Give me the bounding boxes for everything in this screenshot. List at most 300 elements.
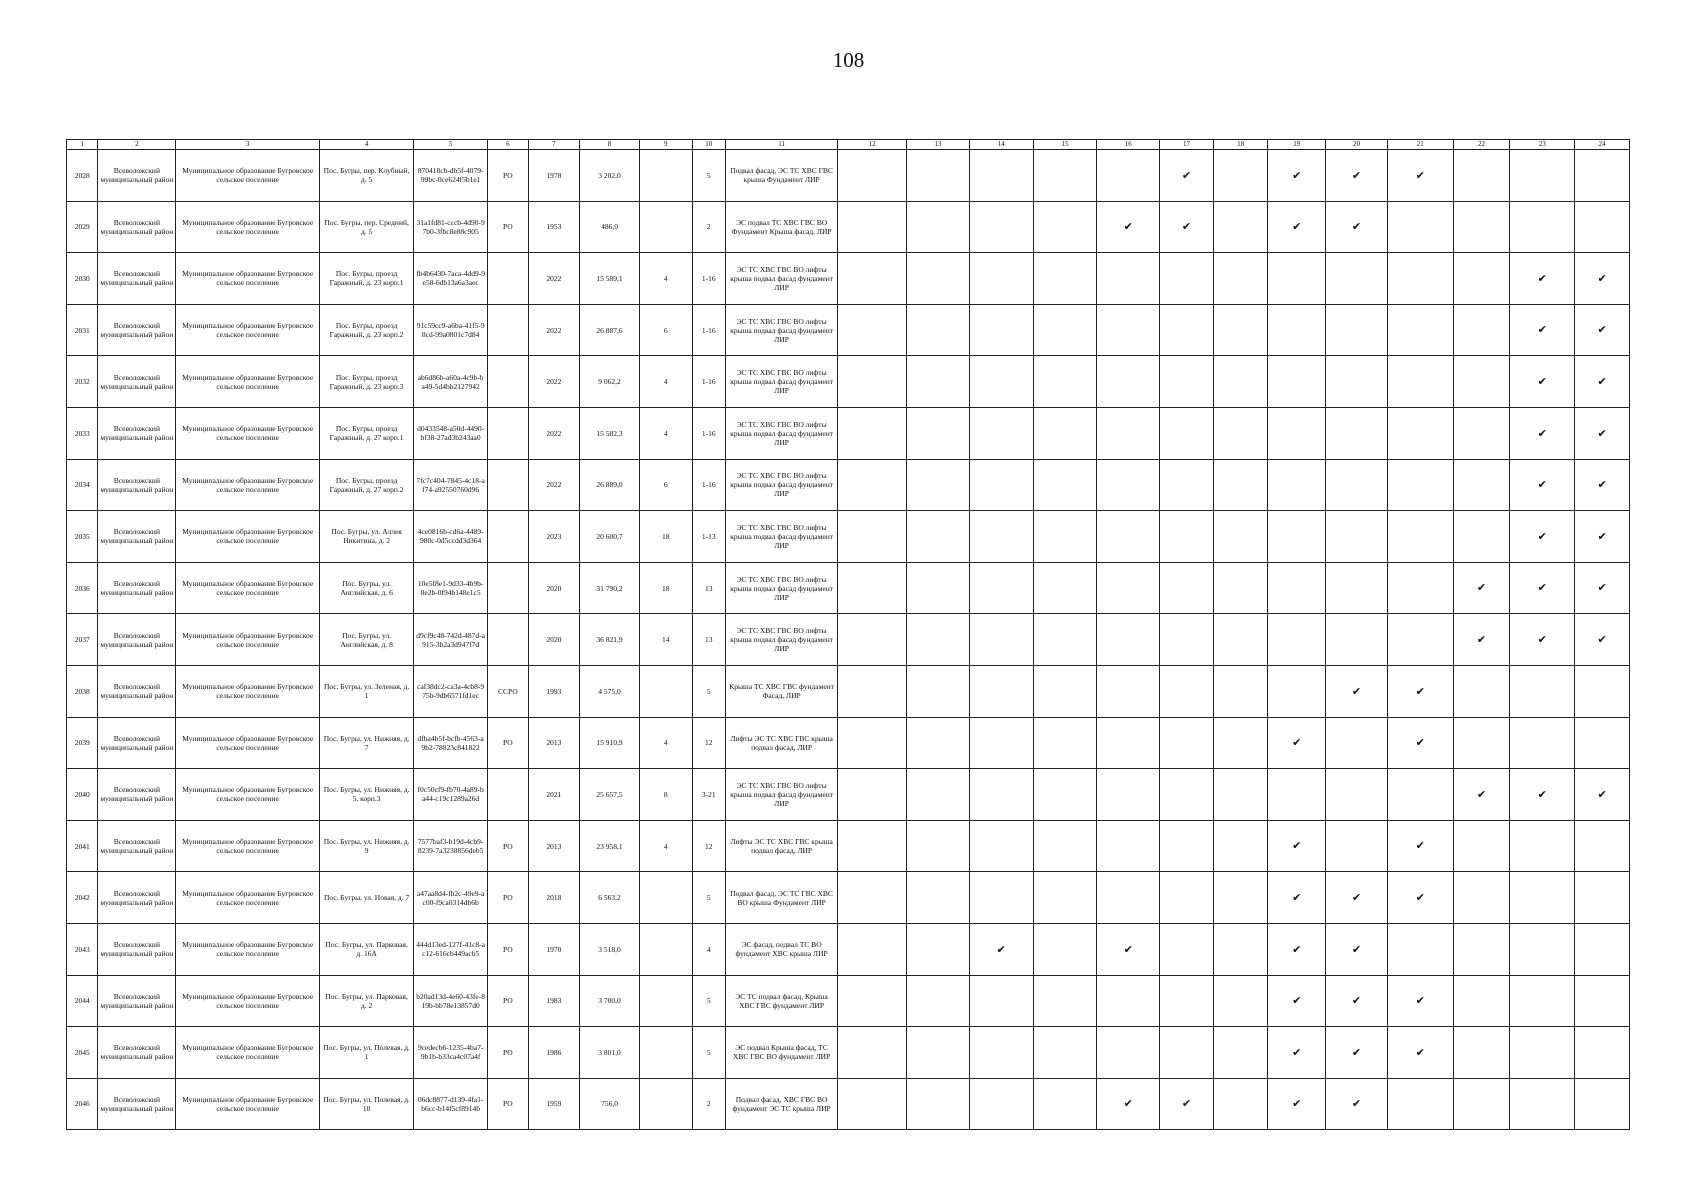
municipality-cell: Муниципальное образование Бугровское сельское поселение [176,407,320,459]
work-column-17-cell [1160,1078,1214,1130]
address-cell: Пос. Бугры, ул. Английская, д. 6 [320,562,414,614]
area-cell: 6 563,2 [580,872,640,924]
works-cell: ЭС ТС ХВС ГВС ВО лифты крыша подвал фасад фундамент ЛИР [725,769,837,821]
year-cell: 1993 [528,665,580,717]
work-column-14-cell [969,511,1033,563]
work-column-22-cell [1453,975,1510,1027]
work-column-14-cell [969,717,1033,769]
check-mark-icon: ✔ [1415,839,1425,853]
column-number: 22 [1453,140,1510,150]
work-column-23-cell [1510,820,1575,872]
work-column-22-cell [1453,923,1510,975]
work-column-18-cell [1213,614,1268,666]
municipality-cell: Муниципальное образование Бугровское сельское поселение [176,511,320,563]
work-column-23-cell [1510,975,1575,1027]
floors-cell: 13 [692,562,725,614]
work-column-18-cell [1213,407,1268,459]
work-column-17-cell [1160,614,1214,666]
work-column-17-cell [1160,253,1214,305]
year-cell: 1970 [528,923,580,975]
house-id-cell: d0433548-a50d-4490-bf38-27ad3b243aa0 [414,407,488,459]
table-row [67,820,1630,872]
work-column-16-cell [1097,1027,1160,1079]
work-column-19-cell [1268,820,1326,872]
check-mark-icon: ✔ [1597,787,1607,801]
check-mark-icon: ✔ [1415,1045,1425,1059]
work-column-15-cell [1033,253,1097,305]
work-column-24-cell [1575,665,1630,717]
work-column-20-cell [1326,717,1388,769]
management-cell: РО [488,872,528,924]
work-column-22-cell [1453,407,1510,459]
work-column-22-cell [1453,614,1510,666]
work-column-20-cell [1326,253,1388,305]
table-row [67,253,1630,305]
column-number: 8 [580,140,640,150]
work-column-17-cell [1160,511,1214,563]
column-number: 1 [67,140,98,150]
district-cell: Всеволожский муниципальный район [98,150,176,202]
work-column-23-cell [1510,459,1575,511]
check-mark-icon: ✔ [1537,581,1547,595]
check-mark-icon: ✔ [1537,478,1547,492]
address-cell: Пос. Бугры, проезд Гаражный, д. 27 корп.1 [320,407,414,459]
work-column-12-cell [838,356,907,408]
year-cell: 2020 [528,562,580,614]
work-column-14-cell [969,820,1033,872]
work-column-12-cell [838,562,907,614]
check-mark-icon: ✔ [1597,529,1607,543]
floors-cell: 2 [692,1078,725,1130]
area-cell: 36 821,9 [580,614,640,666]
column-9-cell: 6 [639,459,692,511]
work-column-16-cell [1097,665,1160,717]
work-column-15-cell [1033,1027,1097,1079]
works-cell: Лифты ЭС ТС ХВС ГВС крыша подвал фасад, ЛИР [725,717,837,769]
municipality-cell: Муниципальное образование Бугровское сельское поселение [176,150,320,202]
work-column-17-cell [1160,459,1214,511]
work-column-15-cell [1033,923,1097,975]
column-9-cell: 4 [639,820,692,872]
column-9-cell [639,665,692,717]
work-column-15-cell [1033,872,1097,924]
work-column-19-cell [1268,614,1326,666]
year-cell: 2022 [528,356,580,408]
management-cell: РО [488,1027,528,1079]
municipality-cell: Муниципальное образование Бугровское сельское поселение [176,614,320,666]
municipality-cell: Муниципальное образование Бугровское сельское поселение [176,1078,320,1130]
work-column-13-cell [907,356,970,408]
work-column-20-cell [1326,407,1388,459]
check-mark-icon: ✔ [1415,684,1425,698]
address-cell: Пос. Бугры, ул. Нижняя, д. 5, корп.3 [320,769,414,821]
address-cell: Пос. Бугры, ул. Новая, д. 7 [320,872,414,924]
work-column-15-cell [1033,562,1097,614]
address-cell: Пос. Бугры, проезд Гаражный, д. 23 корп.2 [320,304,414,356]
work-column-12-cell [838,150,907,202]
row-number-cell: 2041 [67,820,98,872]
table-row [67,975,1630,1027]
check-mark-icon: ✔ [1415,994,1425,1008]
work-column-19-cell [1268,872,1326,924]
column-9-cell: 18 [639,562,692,614]
work-column-17-cell [1160,304,1214,356]
work-column-22-cell [1453,356,1510,408]
work-column-17-cell [1160,820,1214,872]
address-cell: Пос. Бугры, ул. Полевая, д. 1 [320,1027,414,1079]
work-column-18-cell [1213,769,1268,821]
work-column-24-cell [1575,975,1630,1027]
management-cell: РО [488,923,528,975]
work-column-21-cell [1387,459,1453,511]
column-9-cell [639,872,692,924]
table-row [67,665,1630,717]
municipality-cell: Муниципальное образование Бугровское сельское поселение [176,356,320,408]
year-cell: 2021 [528,769,580,821]
column-number: 7 [528,140,580,150]
check-mark-icon: ✔ [1181,220,1192,234]
column-number: 24 [1575,140,1630,150]
work-column-21-cell [1387,769,1453,821]
column-number: 13 [907,140,970,150]
works-cell: Крыша ТС ХВС ГВС фундамент Фасад, ЛИР [725,665,837,717]
work-column-12-cell [838,459,907,511]
row-number-cell: 2042 [67,872,98,924]
work-column-13-cell [907,253,970,305]
work-column-20-cell [1326,614,1388,666]
work-column-24-cell [1575,511,1630,563]
table-row [67,872,1630,924]
work-column-19-cell [1268,407,1326,459]
work-column-24-cell [1575,562,1630,614]
work-column-19-cell [1268,459,1326,511]
column-number: 17 [1160,140,1214,150]
management-cell [488,769,528,821]
check-mark-icon: ✔ [1415,168,1425,182]
works-cell: ЭС ТС ХВС ГВС ВО лифты крыша подвал фасад фундамент ЛИР [725,304,837,356]
row-number-cell: 2037 [67,614,98,666]
check-mark-icon: ✔ [1537,375,1547,389]
house-id-cell: f0c50cf9-fb70-4a89-ba44-c19c1289a26d [414,769,488,821]
address-cell: Пос. Бугры, проезд Гаражный, д. 27 корп.2 [320,459,414,511]
work-column-16-cell [1097,820,1160,872]
work-column-13-cell [907,665,970,717]
district-cell: Всеволожский муниципальный район [98,923,176,975]
work-column-23-cell [1510,665,1575,717]
work-column-19-cell [1268,717,1326,769]
table-row [67,150,1630,202]
work-column-12-cell [838,923,907,975]
table-row [67,562,1630,614]
work-column-15-cell [1033,820,1097,872]
work-column-20-cell [1326,304,1388,356]
check-mark-icon: ✔ [1123,1097,1133,1111]
area-cell: 15 582,3 [580,407,640,459]
municipality-cell: Муниципальное образование Бугровское сельское поселение [176,665,320,717]
work-column-24-cell [1575,923,1630,975]
column-number: 6 [488,140,528,150]
work-column-20-cell [1326,1078,1388,1130]
floors-cell: 5 [692,975,725,1027]
work-column-17-cell [1160,769,1214,821]
work-column-16-cell [1097,1078,1160,1130]
column-number: 4 [320,140,414,150]
works-cell: ЭС ТС ХВС ГВС ВО лифты крыша подвал фасад фундамент ЛИР [725,407,837,459]
work-column-23-cell [1510,1078,1575,1130]
work-column-17-cell [1160,407,1214,459]
work-column-16-cell [1097,614,1160,666]
column-number: 23 [1510,140,1575,150]
year-cell: 1986 [528,1027,580,1079]
work-column-21-cell [1387,562,1453,614]
floors-cell: 5 [692,665,725,717]
column-number: 2 [98,140,176,150]
work-column-16-cell [1097,872,1160,924]
work-column-15-cell [1033,459,1097,511]
year-cell: 2022 [528,407,580,459]
management-cell [488,511,528,563]
work-column-24-cell [1575,150,1630,202]
management-cell: РО [488,717,528,769]
district-cell: Всеволожский муниципальный район [98,407,176,459]
column-9-cell [639,1078,692,1130]
work-column-23-cell [1510,304,1575,356]
work-column-13-cell [907,717,970,769]
work-column-15-cell [1033,356,1097,408]
work-column-24-cell [1575,769,1630,821]
year-cell: 2022 [528,459,580,511]
work-column-16-cell [1097,717,1160,769]
row-number-cell: 2032 [67,356,98,408]
table-row [67,614,1630,666]
row-number-cell: 2044 [67,975,98,1027]
row-number-cell: 2045 [67,1027,98,1079]
house-id-cell: caf38dc2-ca3a-4cb8-975b-9db6571fd1ec [414,665,488,717]
district-cell: Всеволожский муниципальный район [98,665,176,717]
work-column-18-cell [1213,1078,1268,1130]
work-column-22-cell [1453,304,1510,356]
column-9-cell: 4 [639,717,692,769]
check-mark-icon: ✔ [1537,633,1547,647]
work-column-24-cell [1575,872,1630,924]
work-column-20-cell [1326,820,1388,872]
table-row [67,201,1630,253]
area-cell: 31 790,2 [580,562,640,614]
work-column-16-cell [1097,304,1160,356]
check-mark-icon: ✔ [1292,839,1302,853]
work-column-22-cell [1453,459,1510,511]
work-column-15-cell [1033,407,1097,459]
work-column-21-cell [1387,253,1453,305]
work-column-13-cell [907,614,970,666]
check-mark-icon: ✔ [1351,942,1362,956]
work-column-15-cell [1033,769,1097,821]
work-column-14-cell [969,769,1033,821]
table-row [67,304,1630,356]
check-mark-icon: ✔ [1537,323,1547,337]
floors-cell: 1-16 [692,356,725,408]
work-column-14-cell [969,150,1033,202]
management-cell [488,356,528,408]
floors-cell: 13 [692,614,725,666]
work-column-12-cell [838,872,907,924]
management-cell: РО [488,1078,528,1130]
address-cell: Пос. Бугры, ул. Английская, д. 8 [320,614,414,666]
work-column-13-cell [907,201,970,253]
work-column-13-cell [907,562,970,614]
work-column-20-cell [1326,1027,1388,1079]
check-mark-icon: ✔ [996,942,1006,956]
check-mark-icon: ✔ [1351,168,1362,182]
work-column-12-cell [838,511,907,563]
works-cell: ЭС ТС ХВС ГВС ВО лифты крыша подвал фасад фундамент ЛИР [725,614,837,666]
year-cell: 1978 [528,150,580,202]
column-number: 10 [692,140,725,150]
work-column-19-cell [1268,665,1326,717]
column-number: 19 [1268,140,1326,150]
floors-cell: 5 [692,150,725,202]
column-9-cell: 4 [639,253,692,305]
check-mark-icon: ✔ [1351,891,1362,905]
work-column-23-cell [1510,1027,1575,1079]
work-column-18-cell [1213,665,1268,717]
work-column-20-cell [1326,872,1388,924]
works-cell: ЭС ТС подвал фасад, Крыша ХВС ГВС фундамент ЛИР [725,975,837,1027]
works-cell: Подвал фасад, ЭС ТС ГВС ХВС ВО крыша Фундамент ЛИР [725,872,837,924]
work-column-23-cell [1510,717,1575,769]
work-column-19-cell [1268,975,1326,1027]
work-column-18-cell [1213,356,1268,408]
area-cell: 15 589,1 [580,253,640,305]
column-9-cell: 18 [639,511,692,563]
floors-cell: 3-21 [692,769,725,821]
column-9-cell [639,201,692,253]
district-cell: Всеволожский муниципальный район [98,201,176,253]
work-column-22-cell [1453,253,1510,305]
house-id-cell: 444d13ed-127f-41c8-ac12-616cb449acb5 [414,923,488,975]
table-row [67,717,1630,769]
work-column-12-cell [838,820,907,872]
work-column-24-cell [1575,717,1630,769]
works-cell: ЭС подвал Крыша фасад, ТС ХВС ГВС ВО фундамент ЛИР [725,1027,837,1079]
column-number: 11 [725,140,837,150]
address-cell: Пос. Бугры, ул. Парковая, д. 16А [320,923,414,975]
area-cell: 3 202,0 [580,150,640,202]
area-cell: 3 518,0 [580,923,640,975]
work-column-21-cell [1387,304,1453,356]
work-column-13-cell [907,459,970,511]
work-column-20-cell [1326,562,1388,614]
work-column-13-cell [907,769,970,821]
work-column-17-cell [1160,923,1214,975]
check-mark-icon: ✔ [1292,220,1302,234]
work-column-13-cell [907,923,970,975]
work-column-20-cell [1326,150,1388,202]
area-cell: 9 062,2 [580,356,640,408]
work-column-12-cell [838,1027,907,1079]
house-id-cell: b20ad13d-4e60-43fe-819b-bb78e13857d0 [414,975,488,1027]
column-number-row [67,140,1630,150]
district-cell: Всеволожский муниципальный район [98,769,176,821]
year-cell: 2018 [528,872,580,924]
floors-cell: 12 [692,820,725,872]
check-mark-icon: ✔ [1351,684,1362,698]
house-id-cell: 10e5f8e1-9d33-4b9b-8e2b-0f94b148e1c5 [414,562,488,614]
work-column-14-cell [969,356,1033,408]
work-column-13-cell [907,150,970,202]
year-cell: 2022 [528,253,580,305]
check-mark-icon: ✔ [1537,426,1547,440]
column-number: 5 [414,140,488,150]
work-column-24-cell [1575,201,1630,253]
work-column-18-cell [1213,562,1268,614]
column-9-cell: 4 [639,356,692,408]
municipality-cell: Муниципальное образование Бугровское сельское поселение [176,872,320,924]
check-mark-icon: ✔ [1597,478,1607,492]
column-9-cell: 14 [639,614,692,666]
work-column-17-cell [1160,201,1214,253]
municipality-cell: Муниципальное образование Бугровское сельское поселение [176,717,320,769]
management-cell: РО [488,201,528,253]
year-cell: 2013 [528,717,580,769]
row-number-cell: 2031 [67,304,98,356]
address-cell: Пос. Бугры, ул. Нижняя, д. 9 [320,820,414,872]
table-row [67,1027,1630,1079]
column-number: 18 [1213,140,1268,150]
management-cell [488,614,528,666]
address-cell: Пос. Бугры, пер. Клубный, д. 5 [320,150,414,202]
check-mark-icon: ✔ [1476,581,1487,595]
check-mark-icon: ✔ [1476,633,1487,647]
district-cell: Всеволожский муниципальный район [98,304,176,356]
floors-cell: 5 [692,872,725,924]
work-column-20-cell [1326,201,1388,253]
work-column-18-cell [1213,253,1268,305]
floors-cell: 1-16 [692,253,725,305]
work-column-18-cell [1213,511,1268,563]
row-number-cell: 2036 [67,562,98,614]
work-column-18-cell [1213,872,1268,924]
work-column-16-cell [1097,562,1160,614]
column-number: 14 [969,140,1033,150]
check-mark-icon: ✔ [1181,168,1192,182]
house-id-cell: 4ce0816b-cd6a-4489-980c-0d5ccdd3d364 [414,511,488,563]
floors-cell: 1-16 [692,407,725,459]
work-column-24-cell [1575,407,1630,459]
work-column-24-cell [1575,1027,1630,1079]
table-row [67,923,1630,975]
year-cell: 2020 [528,614,580,666]
work-column-21-cell [1387,150,1453,202]
area-cell: 3 700,0 [580,975,640,1027]
check-mark-icon: ✔ [1415,891,1425,905]
work-column-15-cell [1033,201,1097,253]
work-column-13-cell [907,1027,970,1079]
row-number-cell: 2035 [67,511,98,563]
work-column-21-cell [1387,717,1453,769]
work-column-17-cell [1160,717,1214,769]
district-cell: Всеволожский муниципальный район [98,459,176,511]
year-cell: 1959 [528,1078,580,1130]
work-column-22-cell [1453,872,1510,924]
work-column-19-cell [1268,1027,1326,1079]
work-column-14-cell [969,304,1033,356]
work-column-24-cell [1575,459,1630,511]
management-cell: РО [488,150,528,202]
work-column-13-cell [907,975,970,1027]
work-column-20-cell [1326,769,1388,821]
work-column-18-cell [1213,459,1268,511]
